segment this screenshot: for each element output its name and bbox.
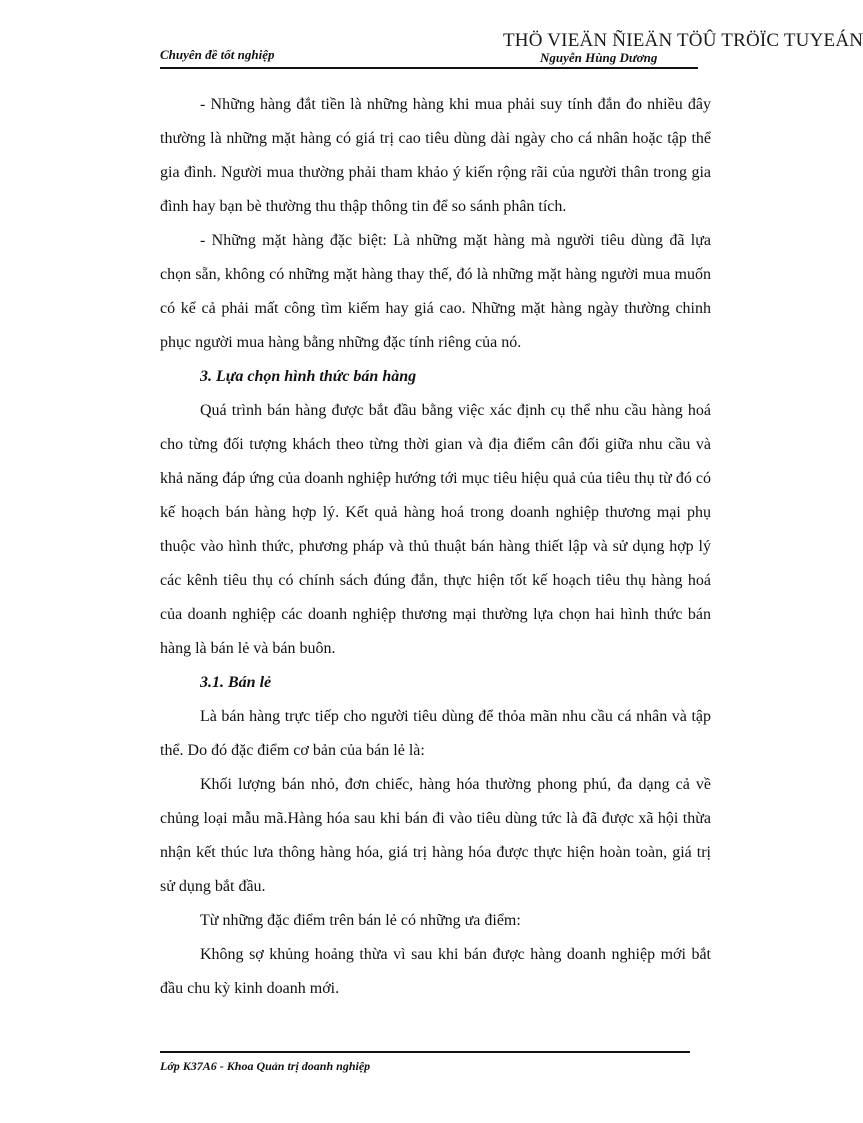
header-divider <box>160 67 698 69</box>
section-heading: 3. Lựa chọn hình thức bán hàng <box>200 368 417 385</box>
paragraph: Không sợ khủng hoảng thừa vì sau khi bán được hàng doanh nghiệp mới bắt đầu chu kỳ kinh doanh mới. <box>160 946 711 997</box>
footer-divider <box>160 1051 690 1053</box>
paragraph: - Những mặt hàng đặc biệt: Là những mặt hàng mà người tiêu dùng đã lựa chọn sẵn, không có những mặt hàng thay thế, đó là những mặt hàng người mua muốn có kể cả phải mất công tìm kiếm hay giá cao. Những mặt hàng ngày thường chinh phục người mua hàng bằng những đặc tính riêng của nó. <box>160 232 711 351</box>
paragraph: Khối lượng bán nhỏ, đơn chiếc, hàng hóa thường phong phú, đa dạng cả về chủng loại mẫu mã.Hàng hóa sau khi bán đi vào tiêu dùng tức là đã được xã hội thừa nhận kết thúc lưa thông hàng hóa, giá trị hàng hóa được thực hiện hoàn toàn, giá trị sử dụng bắt đầu. <box>160 776 711 895</box>
paragraph: Là bán hàng trực tiếp cho người tiêu dùng để thỏa mãn nhu cầu cá nhân và tập thể. Do đó đặc điểm cơ bản của bán lẻ là: <box>160 708 711 759</box>
paragraph: Từ những đặc điểm trên bán lẻ có những ưa điểm: <box>200 912 521 929</box>
header-author: Nguyễn Hùng Dương <box>540 50 658 65</box>
subsection-heading: 3.1. Bán lẻ <box>200 674 272 691</box>
paragraph: Quá trình bán hàng được bắt đầu bằng việc xác định cụ thể nhu cầu hàng hoá cho từng đối tượng khách theo từng thời gian và địa điểm cân đối giữa nhu cầu và khả năng đáp ứng của doanh nghiệp hướng tới mục tiêu hiệu quả của tiêu thụ từ đó có kế hoạch bán hàng hợp lý. Kết quả hàng hoá trong doanh nghiệp thương mại phụ thuộc vào hình thức, phương pháp và thủ thuật bán hàng thiết lập và sử dụng hợp lý các kênh tiêu thụ có chính sách đúng đắn, thực hiện tốt kế hoạch tiêu thụ hàng hoá của doanh nghiệp các doanh nghiệp thương mại thường lựa chọn hai hình thức bán hàng là bán lẻ và bán buôn. <box>160 402 711 657</box>
document-body <box>160 88 711 1006</box>
footer-class-info: Lớp K37A6 - Khoa Quản trị doanh nghiệp <box>160 1059 371 1073</box>
paragraph: - Những hàng đắt tiền là những hàng khi mua phải suy tính đắn đo nhiều đây thường là những mặt hàng có giá trị cao tiêu dùng dài ngày cho cá nhân hoặc tập thể gia đình. Người mua thường phải tham khảo ý kiến rộng rãi của người thân trong gia đình hay bạn bè thường thu thập thông tin để so sánh phân tích. <box>160 96 711 215</box>
library-watermark: THÖ VIEÄN ÑIEÄN TÖÛ TRÖÏC TUYEÁN <box>503 30 863 51</box>
header-document-title: Chuyên đề tốt nghiệp <box>160 47 275 62</box>
